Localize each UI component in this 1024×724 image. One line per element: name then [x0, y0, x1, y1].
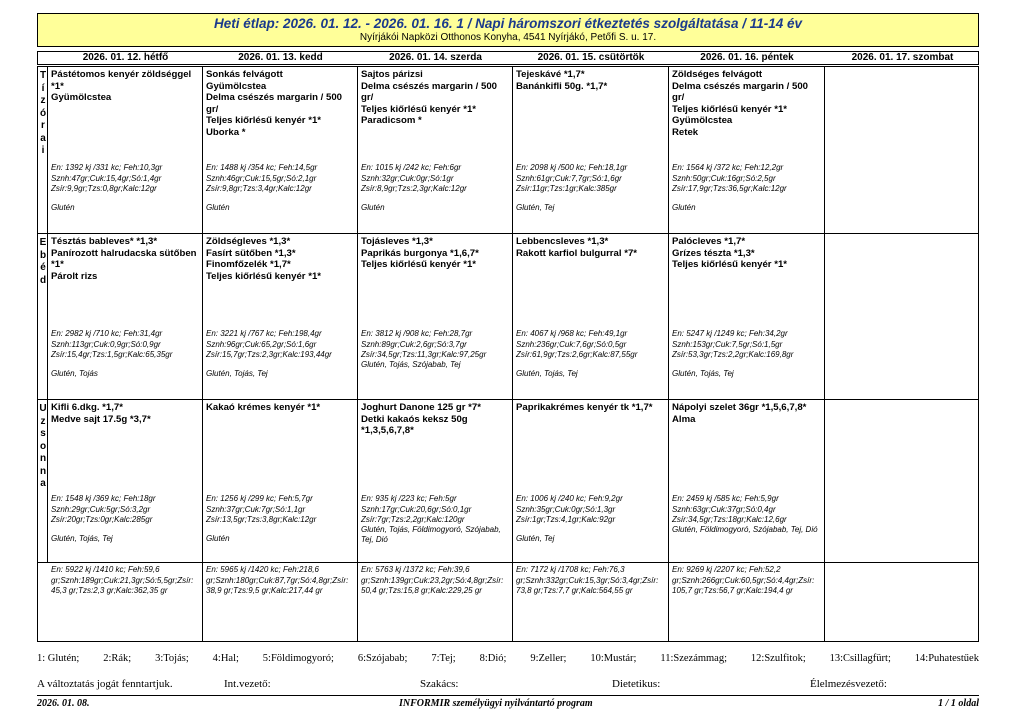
signature-catering: Élelmezésvezető: — [810, 678, 887, 690]
menu-cell — [48, 234, 202, 399]
dish-list: Paprikakrémes kenyér tk *1,7* — [516, 402, 653, 413]
kitchen-address: Nyírjákói Napközi Otthonos Konyha, 4541 Nyírjákó, Petőfi S. u. 17. — [359, 32, 657, 43]
grid-line — [824, 67, 825, 641]
daily-total-text: En: 5965 kj /1420 kc; Feh:218,6 gr;Sznh:180gr;Cuk:87,7gr;Só:4,8gr;Zsír: 38,9 gr;Tzs:9,5 gr;Kalc:217,44 gr — [206, 565, 349, 595]
daily-total — [48, 563, 202, 641]
menu-cell — [203, 400, 357, 562]
footer-bar — [37, 695, 979, 710]
allergen-info: Glutén, Tojás, Tej — [206, 369, 268, 378]
nutrition-info: En: 5247 kj /1249 kc; Feh:34,2gr Sznh:153gr;Cuk:7,5gr;Só:1,5gr Zsír:53,3gr;Tzs:2,2gr;Kalc:169,8gr — [672, 329, 794, 359]
nutrition-info: En: 4067 kj /968 kc; Feh:49,1gr Sznh:236gr;Cuk:7,6gr;Só:0,5gr Zsír:61,9gr;Tzs:2,6gr;Kalc:87,55gr — [516, 329, 638, 359]
signature-row — [37, 677, 979, 691]
daily-total-text: En: 7172 kj /1708 kc; Feh:76,3 gr;Sznh:332gr;Cuk:15,3gr;Só:3,4gr;Zsír: 73,8 gr;Tzs:7,7 gr;Kalc:564,55 gr — [516, 565, 659, 595]
print-date: 2026. 01. 08. — [37, 698, 90, 709]
legend-item: 4:Hal; — [212, 653, 239, 664]
page-title: Heti étlap: 2026. 01. 12. - 2026. 01. 16. 1 / Napi háromszori étkeztetés szolgáltatása / 11-14 év — [213, 16, 803, 31]
menu-cell — [669, 234, 824, 399]
legend-item: 3:Tojás; — [155, 653, 189, 664]
nutrition-info: En: 1256 kj /299 kc; Feh:5,7gr Sznh:37gr;Cuk:7gr;Só:1,1gr Zsír:13,5gr;Tzs:3,8gr;Kalc:12gr — [206, 494, 317, 524]
allergen-info: Glutén, Földimogyoró, Szójabab, Tej, Dió — [672, 525, 818, 534]
menu-cell — [358, 234, 512, 399]
nutrition-info: En: 1548 kj /369 kc; Feh:18gr Sznh:29gr;Cuk:5gr;Só:3,2gr Zsír:20gr;Tzs:0gr;Kalc:285gr — [51, 494, 156, 524]
dish-list: Zöldségleves *1,3* Fasírt sütőben *1,3* Finomfőzelék *1,7* Teljes kiőrlésű kenyér *1* — [206, 236, 322, 282]
day-header-row — [37, 51, 979, 65]
legend-item: 13:Csillagfürt; — [829, 653, 891, 664]
nutrition-info: En: 1564 kj /372 kc; Feh:12,2gr Sznh:50gr;Cuk:16gr;Só:2,5gr Zsír:17,9gr;Tzs:36,5gr;Kalc:12gr — [672, 163, 787, 193]
nutrition-info: En: 1006 kj /240 kc; Feh:9,2gr Sznh:35gr;Cuk:0gr;Só:1,3gr Zsír:1gr;Tzs:4,1gr;Kalc:92gr — [516, 494, 623, 524]
daily-total — [203, 563, 357, 641]
legend-item: 1: Glutén; — [37, 653, 80, 664]
legend-item: 10:Mustár; — [590, 653, 637, 664]
dish-list: Lebbencsleves *1,3* Rakott karfiol bulgurral *7* — [516, 236, 638, 259]
nutrition-info: En: 2098 kj /500 kc; Feh:18,1gr Sznh:61gr;Cuk:7,7gr;Só:1,6gr Zsír:11gr;Tzs:1gr;Kalc:385gr — [516, 163, 628, 193]
day-header-monday: 2026. 01. 12. hétfő — [82, 52, 169, 63]
legend-item: 5:Földimogyoró; — [262, 653, 334, 664]
menu-cell — [358, 67, 512, 233]
daily-total-text: En: 5763 kj /1372 kc; Feh:39,6 gr;Sznh:139gr;Cuk:23,2gr;Só:4,8gr;Zsír: 50,4 gr;Tzs:15,8 gr;Kalc:229,25 gr — [361, 565, 504, 595]
legend-item: 2:Rák; — [103, 653, 132, 664]
daily-total — [358, 563, 512, 641]
day-header-friday: 2026. 01. 16. péntek — [700, 52, 794, 63]
allergen-info: Glutén — [206, 534, 230, 543]
nutrition-info: En: 1392 kj /331 kc; Feh:10,3gr Sznh:47gr;Cuk:15,4gr;Só:1,4gr Zsír:9,9gr;Tzs:0,8gr;Kalc:12gr — [51, 163, 163, 193]
menu-cell — [513, 67, 668, 233]
page-number: 1 / 1 oldal — [938, 698, 979, 709]
dish-list: Palócleves *1,7* Grízes tészta *1,3* Teljes kiőrlésű kenyér *1* — [672, 236, 788, 270]
day-header-wednesday: 2026. 01. 14. szerda — [389, 52, 482, 63]
meal-label-ebed: E b é d — [39, 237, 47, 286]
menu-cell — [48, 67, 202, 233]
dish-list: Joghurt Danone 125 gr *7* Detki kakaós keksz 50g *1,3,5,6,7,8* — [361, 402, 481, 436]
dish-list: Tésztás bableves* *1,3* Panírozott halrudacska sütőben *1* Párolt rizs — [51, 236, 197, 282]
menu-cell — [669, 67, 824, 233]
menu-cell — [669, 400, 824, 562]
dish-list: Pástétomos kenyér zöldséggel *1* Gyümölcstea — [51, 69, 192, 103]
menu-cell — [513, 234, 668, 399]
day-header-saturday: 2026. 01. 17. szombat — [851, 52, 954, 63]
day-header-tuesday: 2026. 01. 13. kedd — [238, 52, 323, 63]
nutrition-info: En: 1015 kj /242 kc; Feh:6gr Sznh:32gr;Cuk:0gr;Só:1gr Zsír:8,9gr;Tzs:2,3gr;Kalc:12gr — [361, 163, 467, 193]
menu-cell — [358, 400, 512, 562]
signature-manager: Int.vezető: — [224, 678, 271, 690]
daily-total — [669, 563, 824, 641]
dish-list: Tejeskávé *1,7* Banánkifli 50g. *1,7* — [516, 69, 608, 92]
daily-total-text: En: 5922 kj /1410 kc; Feh:59,6 gr;Sznh:189gr;Cuk:21,3gr;Só:5,5gr;Zsír: 45,3 gr;Tzs:2,3 gr;Kalc:362,35 gr — [51, 565, 194, 595]
dish-list: Sajtos párizsi Delma csészés margarin / 500 gr/ Teljes kiőrlésű kenyér *1* Paradicsom * — [361, 69, 497, 126]
menu-cell — [48, 400, 202, 562]
dish-list: Tojásleves *1,3* Paprikás burgonya *1,6,7* Teljes kiőrlésű kenyér *1* — [361, 236, 479, 270]
legend-item: 12:Szulfitok; — [750, 653, 806, 664]
allergen-info: Glutén, Tojás — [51, 369, 98, 378]
menu-cell — [203, 67, 357, 233]
allergen-info: Glutén, Tej — [516, 203, 555, 212]
nutrition-info: En: 2982 kj /710 kc; Feh:31,4gr Sznh:113gr;Cuk:0,9gr;Só:0,9gr Zsír:15,4gr;Tzs:1,5gr;Kalc:65,35gr — [51, 329, 173, 359]
allergen-legend — [37, 652, 979, 666]
dish-list: Sonkás felvágott Gyümölcstea Delma csészés margarin / 500 gr/ Teljes kiőrlésű kenyér *1* Uborka * — [206, 69, 342, 138]
menu-cell — [203, 234, 357, 399]
meal-label-uzsonna: U z s o n n a — [39, 403, 47, 489]
nutrition-info: En: 2459 kj /585 kc; Feh:5,9gr Sznh:63gr;Cuk:37gr;Só:0,4gr Zsír:34,5gr;Tzs:18gr;Kalc:12,6gr — [672, 494, 787, 524]
dish-list: Zöldséges felvágott Delma csészés margarin / 500 gr/ Teljes kiőrlésű kenyér *1* Gyümölcstea Retek — [672, 69, 808, 138]
meal-label-tizorai: T í z ó r a i — [39, 70, 47, 156]
allergen-info: Glutén, Tojás, Tej — [672, 369, 734, 378]
daily-total-text: En: 9269 kj /2207 kc; Feh:52,2 gr;Sznh:266gr;Cuk:60,5gr;Só:4,4gr;Zsír: 105,7 gr;Tzs:56,7 gr;Kalc:194,4 gr — [672, 565, 815, 595]
dish-list: Kakaó krémes kenyér *1* — [206, 402, 321, 413]
legend-item: 6:Szójabab; — [357, 653, 408, 664]
legend-item: 11:Szezámmag; — [660, 653, 728, 664]
legend-item: 8:Dió; — [479, 653, 507, 664]
allergen-info: Glutén, Tojás, Tej — [51, 534, 113, 543]
allergen-info: Glutén, Tej — [516, 534, 555, 543]
allergen-info: Glutén, Tojás, Tej — [516, 369, 578, 378]
allergen-info: Glutén, Tojás, Szójabab, Tej — [361, 360, 461, 369]
day-header-thursday: 2026. 01. 15. csütörtök — [537, 52, 645, 63]
dish-list: Nápolyi szelet 36gr *1,5,6,7,8* Alma — [672, 402, 807, 425]
allergen-info: Glutén — [51, 203, 75, 212]
signature-dietitian: Dietetikus: — [612, 678, 661, 690]
daily-total — [513, 563, 668, 641]
nutrition-info: En: 3221 kj /767 kc; Feh:198,4gr Sznh:96gr;Cuk:65,2gr;Só:1,6gr Zsír:15,7gr;Tzs:2,3gr;Kalc:193,44gr — [206, 329, 332, 359]
allergen-info: Glutén — [206, 203, 230, 212]
signature-chef: Szakács: — [420, 678, 459, 690]
nutrition-info: En: 1488 kj /354 kc; Feh:14,5gr Sznh:46gr;Cuk:15,5gr;Só:2,1gr Zsír:9,8gr;Tzs:3,4gr;Kalc:12gr — [206, 163, 318, 193]
menu-cell — [513, 400, 668, 562]
menu-grid — [37, 66, 979, 642]
allergen-info: Glutén — [672, 203, 696, 212]
legend-item: 7:Tej; — [431, 653, 456, 664]
program-name: INFORMIR személyügyi nyilvántartó program — [399, 698, 593, 709]
legend-item: 9:Zeller; — [530, 653, 567, 664]
dish-list: Kifli 6.dkg. *1,7* Medve sajt 17.5g *3,7* — [51, 402, 151, 425]
allergen-info: Glutén — [361, 203, 385, 212]
legend-item: 14:Puhatestűek — [914, 653, 979, 664]
nutrition-info: En: 935 kj /223 kc; Feh:5gr Sznh:17gr;Cuk:20,6gr;Só:0,1gr Zsír:7gr;Tzs:2,2gr;Kalc:120gr — [361, 494, 472, 524]
rights-note: A változtatás jogát fenntartjuk. — [37, 678, 173, 690]
allergen-info: Glutén, Tojás, Földimogyoró, Szójabab, Tej, Dió — [361, 525, 501, 544]
nutrition-info: En: 3812 kj /908 kc; Feh:28,7gr Sznh:89gr;Cuk:2,6gr;Só:3,7gr Zsír:34,5gr;Tzs:11,3gr;Kalc:97,25gr — [361, 329, 487, 359]
header-banner — [37, 13, 979, 47]
